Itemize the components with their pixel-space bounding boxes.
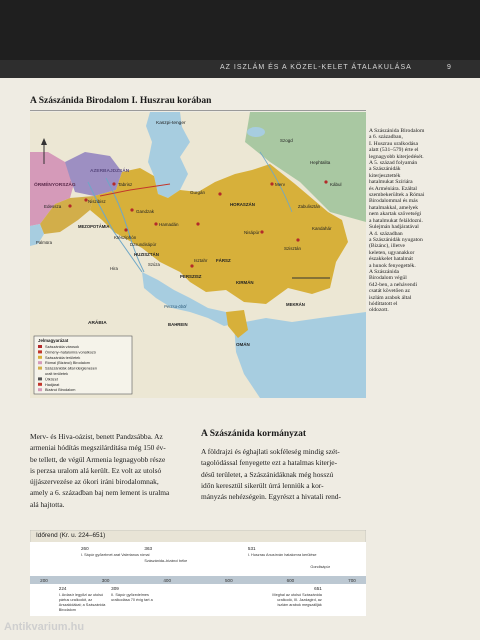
timeline-event-year: 260 bbox=[80, 546, 89, 551]
arabian-sea bbox=[234, 312, 366, 398]
timeline-event-year: 309 bbox=[111, 586, 119, 591]
text-line: alatt (531–579) érte el bbox=[369, 147, 419, 154]
map-label: PERSZISZ bbox=[180, 274, 202, 279]
map-title-rule bbox=[30, 110, 366, 111]
city-dot bbox=[190, 264, 193, 267]
text-line: alá hajtotta. bbox=[30, 499, 65, 509]
text-line: iszlám arabok által bbox=[369, 294, 412, 301]
text-line: Birodalom végül bbox=[369, 275, 407, 282]
map-label: Kandahár bbox=[312, 226, 332, 231]
timeline-event-text: I. Sápúr győzelmet arat Valerianus római bbox=[80, 553, 150, 557]
legend-swatch bbox=[38, 361, 42, 364]
timeline-title: Időrend (Kr. u. 224–651) bbox=[36, 532, 106, 539]
timeline-event-text: I. Huszrau Anusírván hatalomra kerülése bbox=[247, 553, 317, 557]
text-line: hatalmakkal, amelyek bbox=[369, 204, 419, 211]
map-label: Tabrisz bbox=[118, 182, 133, 187]
text-line: a Szászánidák nyugaton bbox=[369, 236, 423, 243]
map-label: AZERBAJDZSÁN bbox=[90, 169, 130, 174]
map-label: Edessza bbox=[44, 204, 62, 209]
map-label: Hephtalita bbox=[310, 160, 331, 165]
text-line: a Szászánidák bbox=[369, 166, 401, 173]
dark-top-band bbox=[0, 0, 480, 60]
text-line: 642-ben, a nehávendi bbox=[369, 281, 417, 288]
text-line: a 6. században, bbox=[369, 134, 403, 141]
map-label: KIRMÁN bbox=[236, 280, 254, 285]
text-line: I. Huszrau uralkodása bbox=[369, 140, 418, 147]
timeline-event-year: 224 bbox=[58, 586, 67, 591]
city-dot bbox=[68, 204, 71, 207]
legend-swatch bbox=[38, 350, 42, 353]
legend-swatch bbox=[38, 367, 42, 370]
text-line: a hatalmukat feláldozni. bbox=[369, 217, 423, 224]
text-line: időn keresztül sikerült úrrá lenniük a kor- bbox=[201, 480, 324, 490]
timeline-tick-label: 300 bbox=[101, 578, 110, 583]
timeline-tick-label: 500 bbox=[224, 578, 233, 583]
map-label: Dzsundisápúr bbox=[130, 242, 157, 247]
right-text-column bbox=[201, 446, 369, 502]
legend-item: Hadjárat bbox=[45, 382, 60, 387]
timeline-axis-band bbox=[30, 576, 366, 584]
map-legend bbox=[34, 336, 132, 394]
map-label: Isztahr bbox=[194, 258, 208, 263]
text-line: A Szászánida Birodalom bbox=[369, 128, 425, 134]
map-label: Kaszpi-tenger bbox=[156, 121, 186, 126]
timeline-event-year: 531 bbox=[247, 546, 256, 551]
legend-swatch bbox=[38, 388, 42, 391]
map-label: Szogd bbox=[280, 138, 293, 143]
text-line: Merv- és Hiva-oázist, benett Pandzsábba. Az bbox=[30, 432, 163, 441]
map-label: HORASZÁN bbox=[230, 202, 255, 207]
text-line: hatalmukat Szíriára bbox=[369, 179, 413, 186]
map-label: Szisztán bbox=[284, 246, 302, 251]
watermark: Antikvarium.hu bbox=[4, 621, 85, 633]
text-line: oldozott. bbox=[369, 307, 389, 314]
aral-sea bbox=[247, 127, 265, 137]
legend-swatch bbox=[38, 356, 42, 359]
map-label: ARÁBIA bbox=[88, 321, 107, 326]
timeline-tick-label: 200 bbox=[40, 578, 48, 583]
text-line: kiterjesztették bbox=[369, 172, 401, 179]
timeline-event-text: Szászánida–bizánci béke bbox=[144, 559, 188, 563]
map-caption bbox=[369, 128, 461, 314]
text-line: A földrajzi és éghajlati sokféleség mindig szét- bbox=[201, 447, 340, 456]
text-line: keleten, ugyanakkor bbox=[369, 249, 415, 256]
text-line: amely a 6. században baj nem lement is uralma bbox=[30, 488, 170, 498]
text-line: északkelet hatalmát bbox=[369, 256, 413, 263]
timeline-event-text: pártus uralkodót, az bbox=[58, 598, 93, 602]
timeline-tick-label: 400 bbox=[163, 578, 172, 583]
legend-item: Örmény–hatalomra vonatkozó bbox=[45, 350, 96, 355]
text-line: (Bizánc), illetve bbox=[369, 243, 406, 250]
timeline-event-text: Gondisápúr bbox=[310, 565, 330, 569]
map-label: Niszibisz bbox=[88, 199, 106, 204]
legend-item: Szászánidák által ideiglenesen bbox=[45, 366, 97, 371]
running-header-title: AZ ISZLÁM ÉS A KÖZEL-KELET ÁTALAKULÁSA bbox=[220, 64, 412, 71]
city-dot bbox=[296, 238, 299, 241]
city-dot bbox=[154, 222, 157, 225]
map-label: ÖRMÉNYORSZÁG bbox=[34, 183, 76, 188]
timeline-tick-label: 700 bbox=[348, 578, 356, 583]
legend-swatch bbox=[38, 345, 42, 348]
timeline-chart bbox=[30, 530, 366, 616]
timeline-event-text: Birodalom bbox=[58, 608, 76, 612]
map-label: HUZISZTÁN bbox=[134, 252, 159, 257]
legend-item: Bizánci Birodalom bbox=[45, 388, 76, 393]
text-line: legnagyobb kiterjedését. bbox=[369, 153, 424, 160]
text-line: tagolódással fenyegette ezt a hatalmas kiterje- bbox=[201, 458, 338, 468]
city-dot bbox=[130, 208, 133, 211]
map-label: Perzsa-öböl bbox=[164, 304, 187, 309]
text-line: Birodalommal és más bbox=[369, 198, 418, 205]
text-line: be tellett, de végül Armenia legnagyobb része bbox=[30, 454, 166, 464]
timeline-event-year: 363 bbox=[144, 546, 153, 551]
timeline-event-text: I. Ardasír legyőzi az utolsó bbox=[58, 593, 104, 597]
legend-item: uralt területek bbox=[45, 372, 69, 376]
map-label: MEKRÁN bbox=[286, 302, 305, 307]
text-line: A 4. században bbox=[369, 230, 403, 237]
map-label: Kábul bbox=[330, 182, 342, 187]
city-dot bbox=[218, 192, 221, 195]
legend-item: Szászánida területek bbox=[45, 355, 81, 360]
text-line: désű területet, a Szászánidáknak még hosszú bbox=[201, 469, 334, 479]
timeline-event-year: 651 bbox=[314, 586, 322, 591]
text-line: csatát követően az bbox=[369, 288, 410, 295]
section-title: A Szászánida kormányzat bbox=[201, 429, 307, 439]
legend-item: Római (Bizánci) Birodalom bbox=[45, 361, 90, 366]
map-label: OMÁN bbox=[236, 342, 250, 347]
text-line: Sulejmán hadjáratával bbox=[369, 224, 419, 231]
legend-item: Szászánida városok bbox=[45, 345, 79, 349]
city-dot bbox=[124, 228, 127, 231]
text-line: A Szászánida bbox=[369, 268, 399, 275]
city-dot bbox=[324, 180, 327, 183]
map-label: MEZOPOTÁMIA bbox=[78, 224, 110, 229]
text-line: is perzsa uralom alá került. Ez volt az utolsó bbox=[30, 465, 162, 475]
map-label: Hamadán bbox=[159, 222, 179, 227]
legend-title: Jelmagyarázat bbox=[38, 338, 69, 343]
legend-swatch bbox=[38, 377, 42, 380]
legend-item: Ütközet bbox=[45, 377, 58, 382]
map-title: A Szászánida Birodalom I. Huszrau korában bbox=[30, 96, 212, 106]
sassanid-empire-map bbox=[30, 112, 366, 398]
map-label: Merv bbox=[275, 182, 285, 187]
text-line: nem akartak szövetségi bbox=[369, 211, 422, 218]
timeline-event-text: II. Sápúr győzedelmes bbox=[111, 593, 149, 597]
timeline-event-text: iszlám arabok megszállják bbox=[277, 603, 322, 607]
map-label: Gurgán bbox=[190, 190, 206, 195]
map-label: FÁRSZ bbox=[216, 258, 231, 263]
city-dot bbox=[260, 230, 263, 233]
text-line: és Arméniára. Ezáltal bbox=[369, 185, 417, 192]
text-line: armeniai hódítás megszilárdítása még 150 év- bbox=[30, 443, 166, 453]
map-label: Palmüra bbox=[36, 240, 53, 245]
city-dot bbox=[270, 182, 273, 185]
map-label: Szúza bbox=[148, 262, 160, 267]
timeline-event-text: Meghal az utolsó Szászánida bbox=[272, 593, 322, 597]
left-text-column bbox=[30, 431, 190, 510]
text-line: A 5. század folyamán bbox=[369, 160, 418, 167]
map-label: BAHREIN bbox=[168, 322, 188, 327]
text-line: a hunok fenyegették. bbox=[369, 262, 416, 269]
text-line: újjászervezése az ókori iráni birodalomnak, bbox=[30, 477, 159, 487]
city-dot bbox=[112, 182, 115, 185]
timeline-event-text: Arszakidákat; a Szászánida bbox=[58, 603, 106, 607]
map-label: Gandzak bbox=[136, 209, 155, 214]
map-label: Ktésziphón bbox=[114, 235, 137, 240]
city-dot bbox=[196, 222, 199, 225]
page-number: 9 bbox=[447, 64, 451, 71]
map-label: Zabulisztán bbox=[298, 204, 320, 209]
legend-swatch bbox=[38, 383, 42, 386]
map-label: Nisápúr bbox=[244, 230, 260, 235]
text-line: szembekerültek a Római bbox=[369, 192, 425, 199]
timeline-event-text: uralkodó, III. Jazdagird, az bbox=[277, 598, 322, 602]
text-line: hódíttatott el bbox=[369, 300, 398, 307]
timeline-tick-label: 600 bbox=[286, 578, 295, 583]
map-label: Hira bbox=[110, 266, 118, 271]
text-line: mányzás nehézségein. Egyrészt a hivatali rend- bbox=[201, 492, 341, 502]
timeline-event-text: uralkodása 70 évig tart a bbox=[111, 598, 153, 602]
